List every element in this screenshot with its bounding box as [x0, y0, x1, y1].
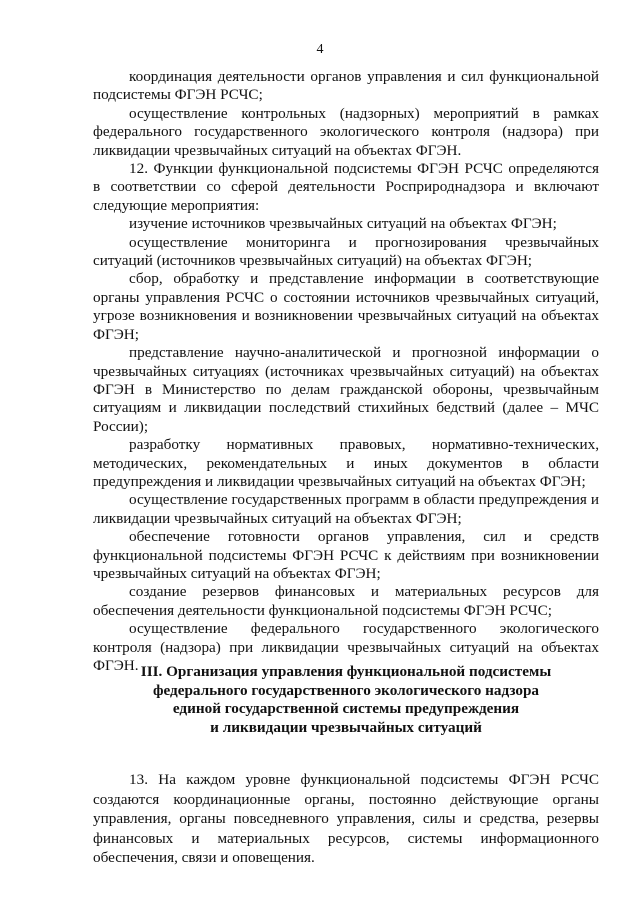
- document-body: [93, 68, 599, 675]
- paragraph: координация деятельности органов управления и сил функциональной подсистемы ФГЭН РСЧС;: [93, 68, 599, 104]
- section-heading-line: и ликвидации чрезвычайных ситуаций: [210, 718, 482, 736]
- page-number: 4: [316, 42, 324, 57]
- paragraph: обеспечение готовности органов управления, сил и средств функциональной подсистемы ФГЭН РСЧС к действиям при возникновении чрезвычайных ситуаций на объектах ФГЭН;: [93, 528, 599, 582]
- paragraph: сбор, обработку и представление информации в соответствующие органы управления РСЧС о состоянии источников чрезвычайных ситуаций, угрозе возникновения и возникновении чрезвычайных ситуаций на объектах ФГЭН;: [93, 270, 599, 343]
- section-heading: [93, 663, 599, 737]
- section-heading-line: федерального государственного экологического надзора: [152, 681, 540, 699]
- paragraph: осуществление федерального государственного экологического контроля (надзора) при ликвидации чрезвычайных ситуаций на объектах ФГЭН.: [93, 620, 599, 674]
- section-body: [93, 770, 599, 868]
- paragraph: осуществление государственных программ в области предупреждения и ликвидации чрезвычайных ситуаций на объектах ФГЭН;: [93, 491, 599, 527]
- section-heading-line: единой государственной системы предупреждения: [172, 700, 520, 717]
- paragraph: осуществление контрольных (надзорных) мероприятий в рамках федерального государственного экологического контроля (надзора) при ликвидации чрезвычайных ситуаций на объектах ФГЭН.: [93, 104, 599, 159]
- paragraph: разработку нормативных правовых, нормативно-технических, методических, рекомендательных и иных документов в области предупреждения и ликвидации чрезвычайных ситуаций на объектах ФГЭН;: [93, 436, 599, 490]
- paragraph: изучение источников чрезвычайных ситуаций на объектах ФГЭН;: [129, 215, 557, 233]
- paragraph: представление научно-аналитической и прогнозной информации о чрезвычайных ситуациях (источниках чрезвычайных ситуаций) на объектах ФГЭН в Министерство по делам гражданской обороны, чрезвычайным ситуациям и ликвидации последствий стихийных бедствий (далее – МЧС России);: [93, 344, 599, 435]
- paragraph: создание резервов финансовых и материальных ресурсов для обеспечения деятельности функциональной подсистемы ФГЭН РСЧС;: [93, 583, 599, 619]
- section-heading-line: III. Организация управления функциональной подсистемы: [140, 663, 552, 680]
- paragraph: 13. На каждом уровне функциональной подсистемы ФГЭН РСЧС создаются координационные органы, постоянно действующие органы управления, органы повседневного управления, силы и средства, резервы финансовых и материальных ресурсов, системы информационного обеспечения, связи и оповещения.: [93, 771, 599, 866]
- paragraph: 12. Функции функциональной подсистемы ФГЭН РСЧС определяются в соответствии со сферой деятельности Росприроднадзора и включают следующие мероприятия:: [93, 160, 599, 214]
- paragraph: осуществление мониторинга и прогнозирования чрезвычайных ситуаций (источников чрезвычайных ситуаций) на объектах ФГЭН;: [93, 233, 599, 270]
